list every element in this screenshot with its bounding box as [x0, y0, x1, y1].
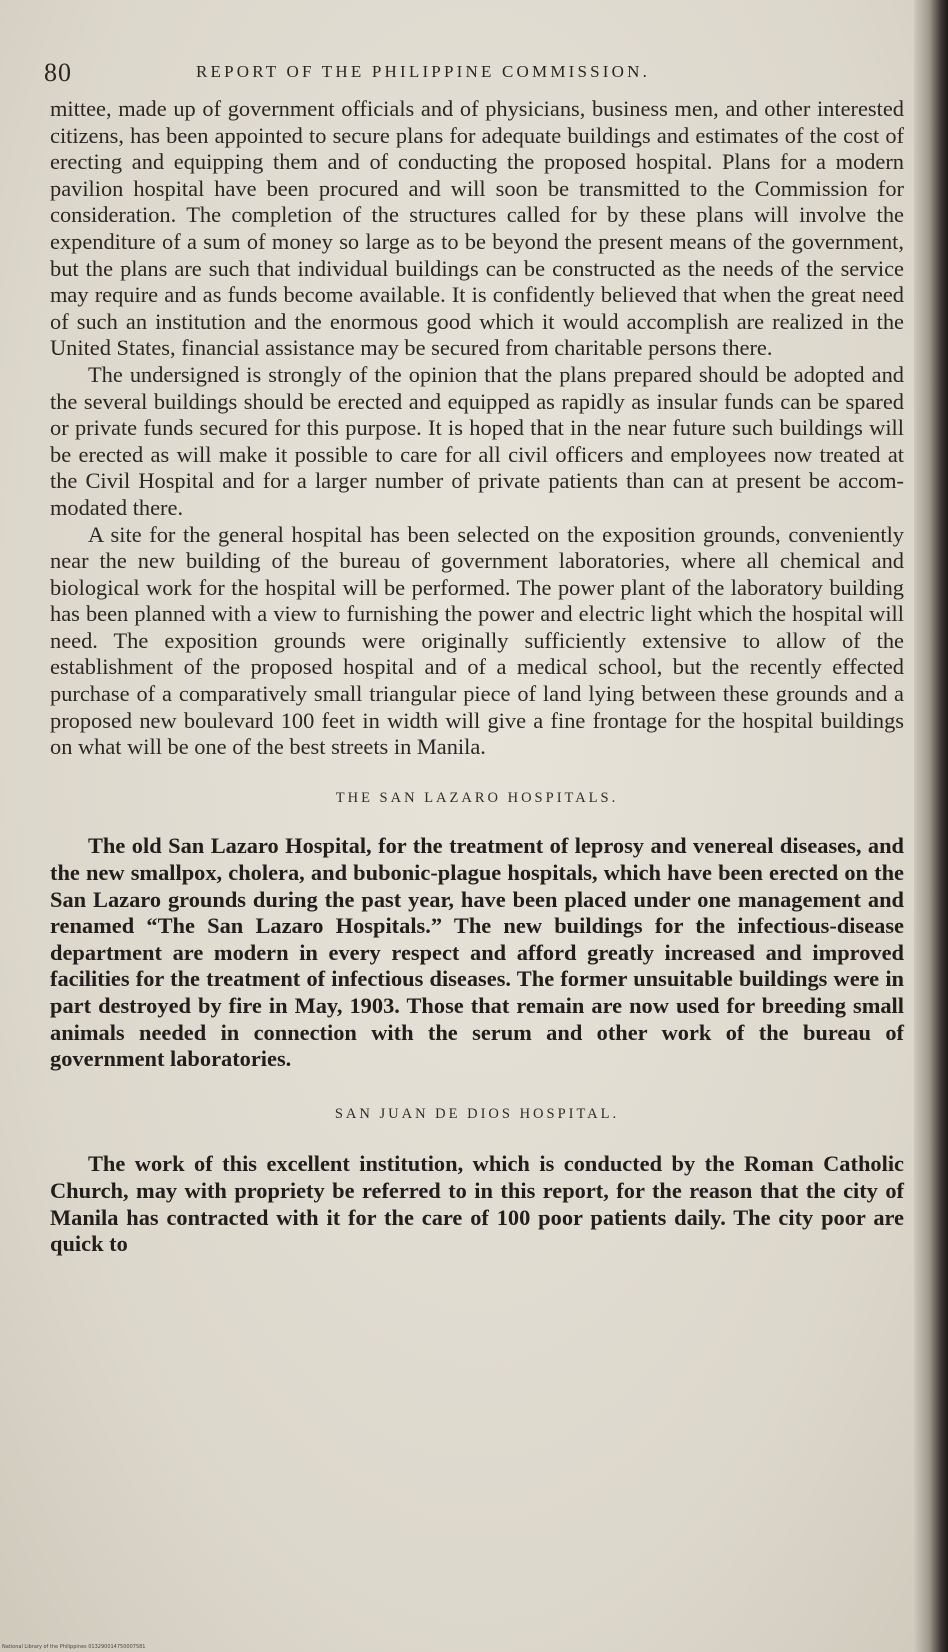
- paragraph-opinion: The undersigned is strongly of the opinion that the plans prepared should be adopted and the several buildings should be erected and equipped as rapidly as insular funds can be spared or private funds secured for this purpose. It is hoped that in the near future such buildings will be erected as will make it possible to care for all civil officers and employees now treated at the Civil Hospital and for a larger number of private patients than can at present be accommodated there.: [50, 361, 904, 520]
- body-text: [50, 96, 904, 1258]
- section-heading-san-lazaro: THE SAN LAZARO HOSPITALS.: [335, 789, 619, 806]
- paragraph-san-juan-de-dios: The work of this excellent institution, which is conducted by the Roman Catholic Church, may with propriety be referred to in this report, for the reason that the city of Manila has contracted with it for the care of 100 poor patients daily. The city poor are quick to: [50, 1151, 904, 1257]
- section-heading-san-juan-de-dios: SAN JUAN DE DIOS HOSPITAL.: [334, 1105, 620, 1122]
- paragraph-site: A site for the general hospital has been selected on the exposition grounds, conveniently near the new building of the bureau of government laboratories, where all chemical and biological work for the hospital will be performed. The power plant of the laboratory building has been planned with a view to furnishing the power and electric light which the hospital will need. The exposition grounds were originally sufficiently extensive to allow of the establishment of the proposed hospital and of a medical school, but the recently effected purchase of a comparatively small triangular piece of land lying between these grounds and a proposed new boulevard 100 feet in width will give a fine frontage for the hospital buildings on what will be one of the best streets in Manila.: [50, 521, 904, 760]
- page-number: 80: [44, 58, 72, 87]
- paragraph-continued: mittee, made up of government officials and of physicians, business men, and other interested citizens, has been appointed to secure plans for adequate buildings and estimates of the cost of erecting and equipping them and of conducting the proposed hospital. Plans for a modern pavilion hospital have been procured and will soon be transmitted to the Commission for consideration. The completion of the structures called for by these plans will involve the expenditure of a sum of money so large as to be beyond the present means of the government, but the plans are such that individual buildings can be constructed as the needs of the service may require and as funds become available. It is confidently believed that when the great need of such an institution and the enormous good which it would accomplish are realized in the United States, financial assistance may be secured from charitable persons there.: [50, 96, 904, 361]
- paragraph-san-lazaro: The old San Lazaro Hospital, for the treatment of leprosy and venereal diseases, and the new smallpox, cholera, and bubonic-plague hospitals, which have been erected on the San Lazaro grounds during the past year, have been placed under one management and renamed “The San Lazaro Hospitals.” The new buildings for the infectious-disease department are modern in every respect and afford greatly increased and improved facilities for the treatment of infectious diseases. The former unsuitable buildings were in part destroyed by fire in May, 1903. Those that remain are now used for breeding small animals needed in connection with the serum and other work of the bureau of government laboratories.: [50, 833, 904, 1072]
- page-header: [44, 54, 904, 94]
- book-binding-edge: [914, 0, 948, 1652]
- running-head: REPORT OF THE PHILIPPINE COMMISSION.: [196, 62, 651, 81]
- scan-credit: National Library of the Philippines 013290014750007581: [2, 1644, 146, 1650]
